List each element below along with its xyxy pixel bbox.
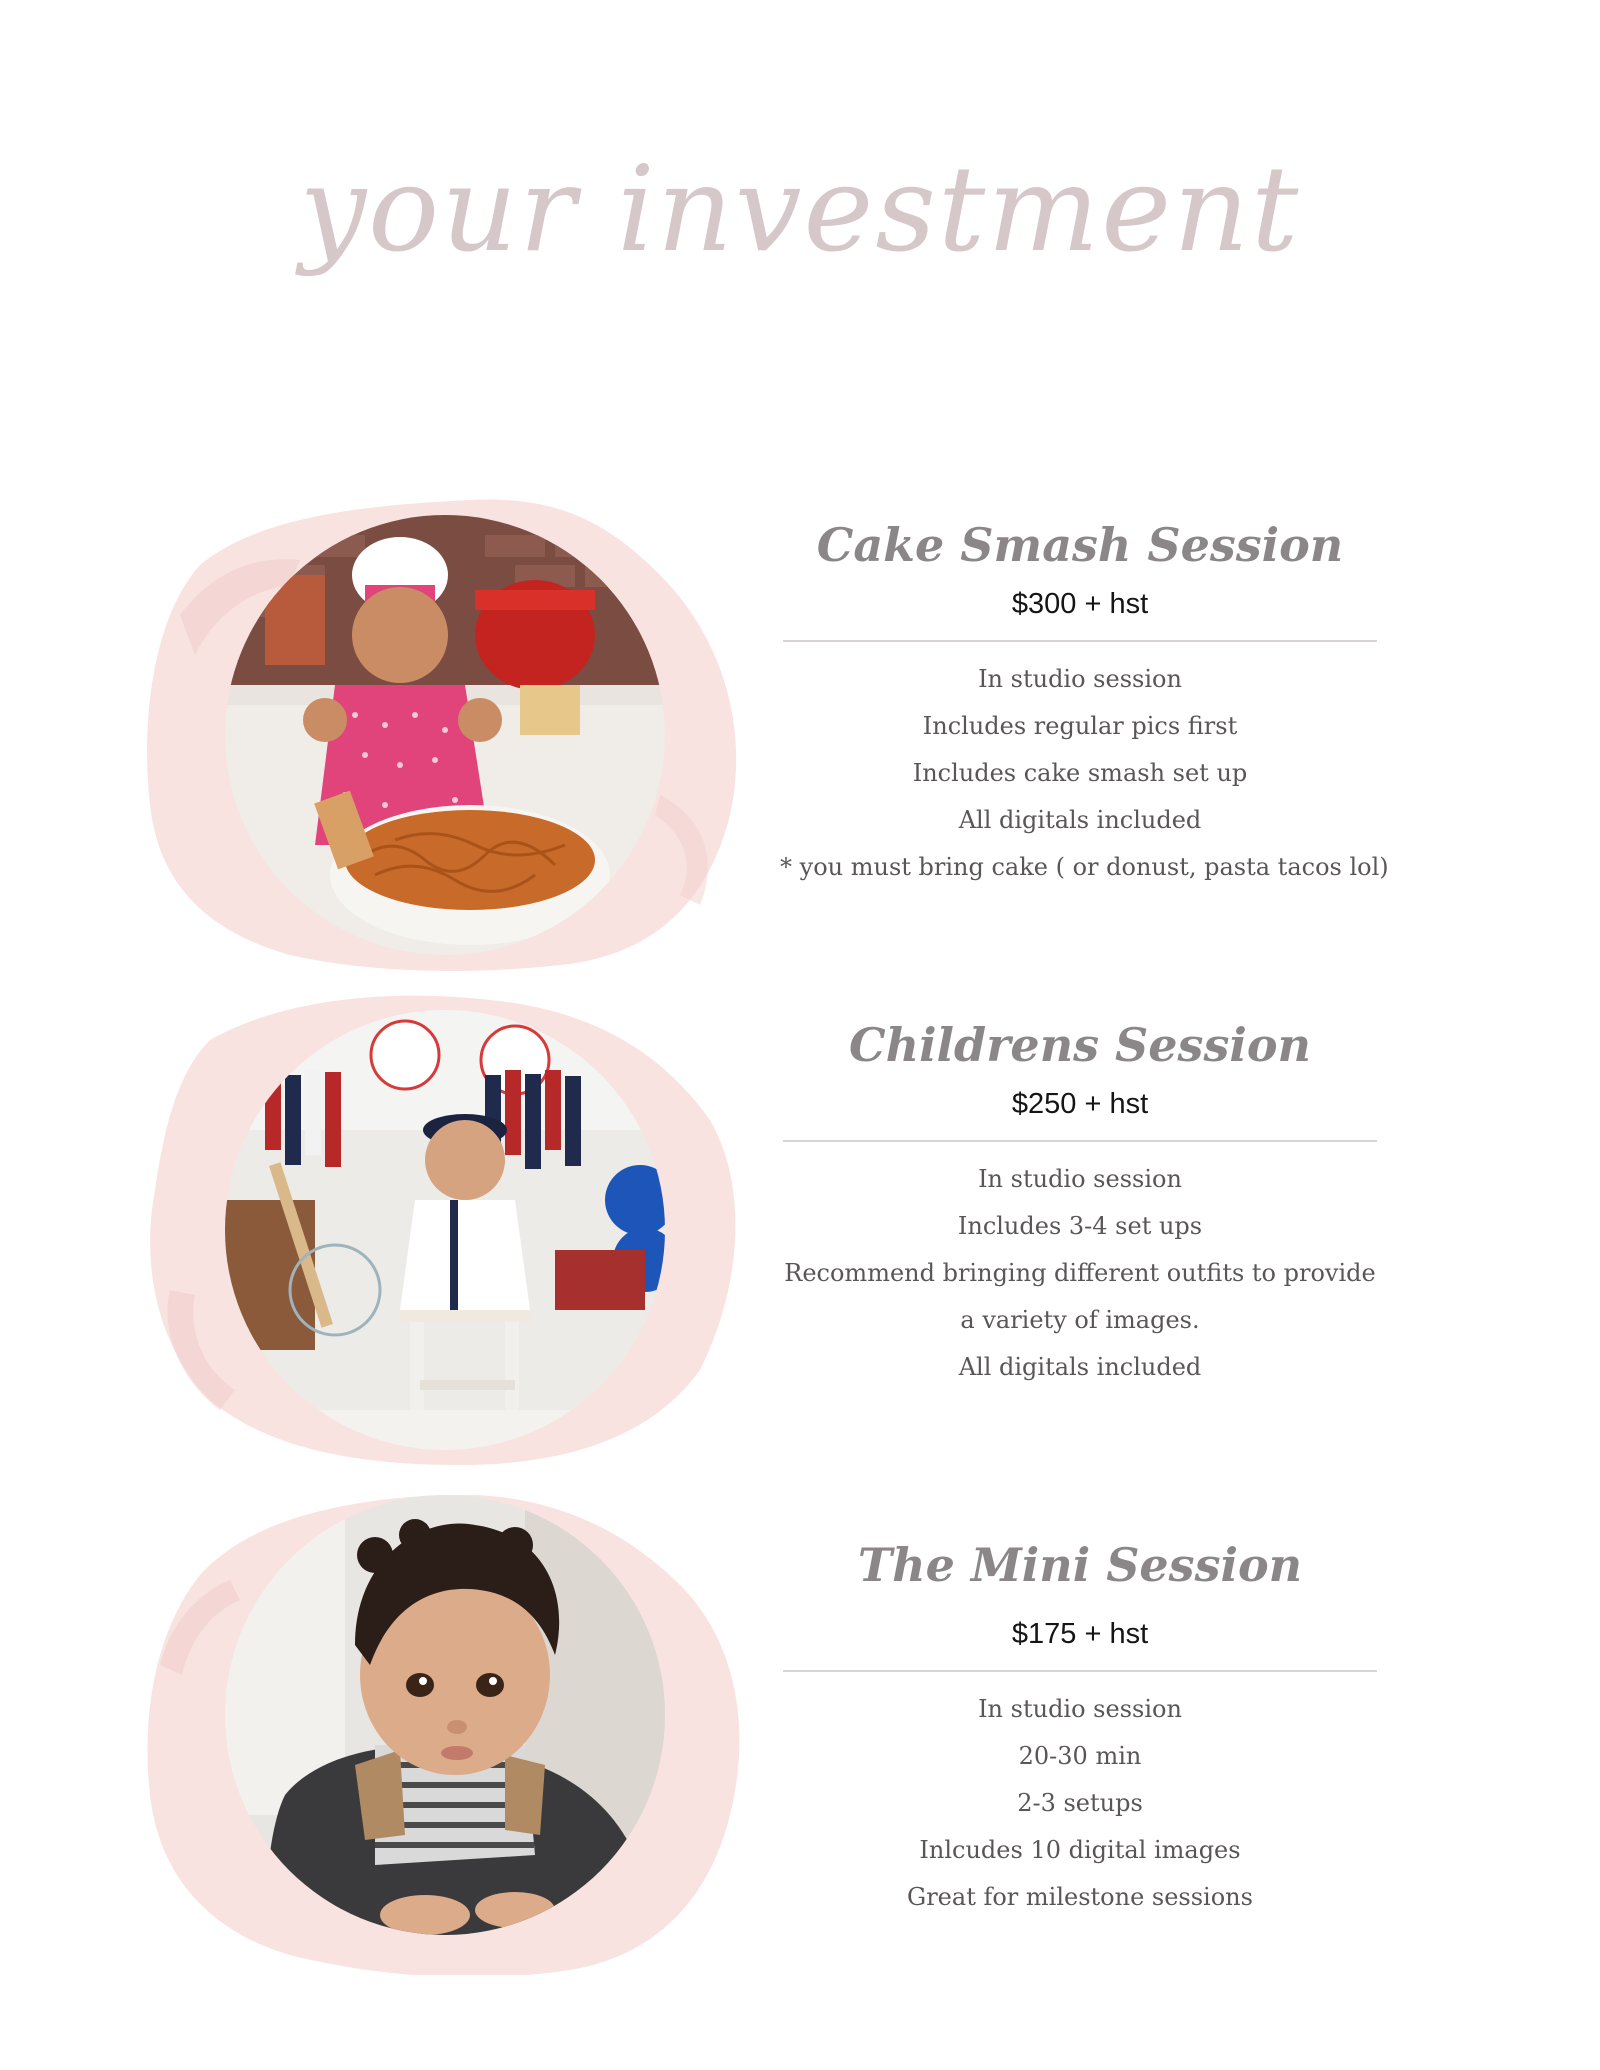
- feature-item: In studio session: [978, 665, 1182, 694]
- feature-item: Great for milestone sessions: [907, 1883, 1253, 1912]
- session-card-mini: [0, 1495, 1600, 1975]
- session-info: [780, 1540, 1380, 1921]
- feature-list: [780, 1686, 1380, 1921]
- feature-item: In studio session: [978, 1695, 1182, 1724]
- session-title: The Mini Session: [857, 1538, 1303, 1592]
- session-title: Childrens Session: [849, 1018, 1311, 1072]
- feature-item: Includes cake smash set up: [912, 759, 1248, 788]
- session-price: $250 + hst: [1011, 1087, 1149, 1120]
- mini-session-photo: [225, 1495, 665, 1935]
- feature-list: [780, 656, 1389, 891]
- feature-item: 20-30 min: [1018, 1742, 1142, 1771]
- session-price: $175 + hst: [1011, 1617, 1149, 1650]
- session-price: $300 + hst: [1011, 587, 1149, 620]
- feature-item: Recommend bringing different outfits to provide a variety of images.: [784, 1259, 1376, 1335]
- session-info: [780, 1020, 1380, 1391]
- session-info: [780, 518, 1389, 891]
- page-title: your investment: [299, 140, 1301, 278]
- feature-list: [780, 1156, 1380, 1391]
- feature-item: 2-3 setups: [1017, 1789, 1143, 1818]
- feature-item: * you must bring cake ( or donust, pasta tacos lol): [780, 853, 1389, 882]
- feature-item: Includes regular pics first: [922, 712, 1238, 741]
- childrens-session-photo: [225, 1010, 665, 1450]
- divider: [783, 1670, 1377, 1672]
- divider: [783, 1140, 1377, 1142]
- feature-item: In studio session: [978, 1165, 1182, 1194]
- feature-item: Inlcudes 10 digital images: [919, 1836, 1241, 1865]
- feature-item: All digitals included: [958, 1353, 1202, 1382]
- feature-item: All digitals included: [958, 806, 1202, 835]
- divider: [783, 640, 1377, 642]
- session-photo: [140, 495, 760, 975]
- feature-item: Includes 3-4 set ups: [957, 1212, 1203, 1241]
- session-photo: [140, 990, 760, 1470]
- session-title: Cake Smash Session: [816, 518, 1344, 572]
- session-card-childrens: [0, 990, 1600, 1470]
- session-photo: [140, 1495, 760, 1975]
- session-card-cake-smash: [0, 495, 1600, 975]
- cake-smash-photo: [225, 515, 665, 955]
